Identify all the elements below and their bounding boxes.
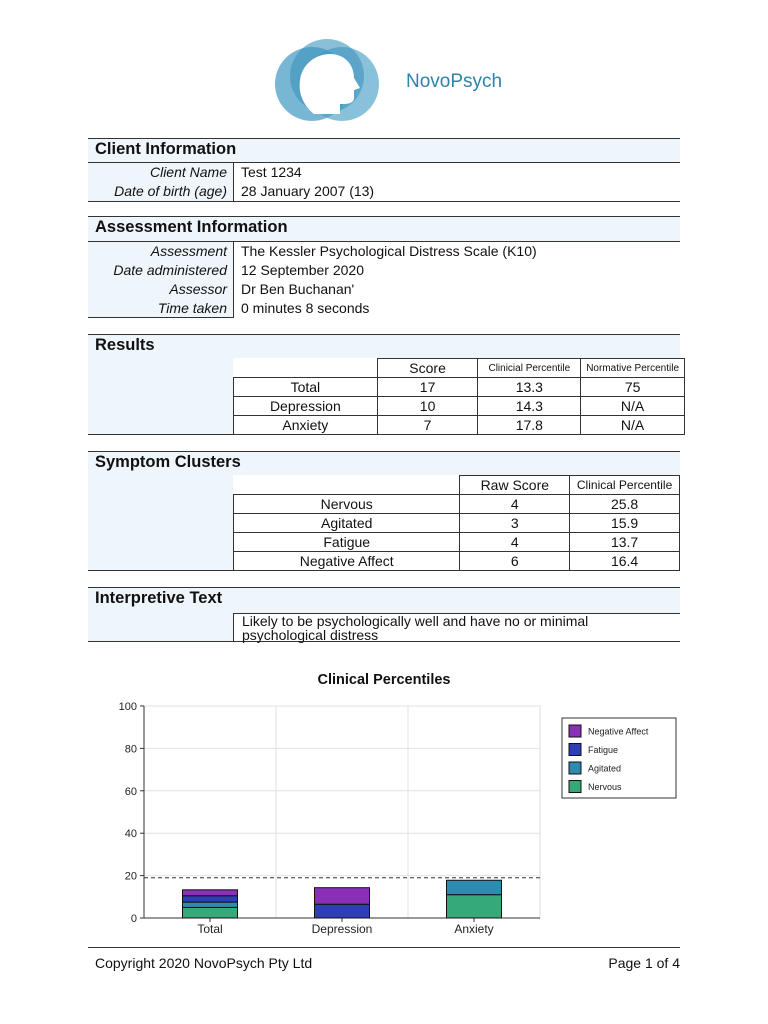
bar-segment [183,896,238,902]
clinical-cell: 25.8 [570,495,680,514]
bar-segment [183,907,238,918]
clinical-cell: 15.9 [570,514,680,533]
column-header: Clinicial Percentile [478,359,581,378]
interpretive-text [233,613,680,641]
row-name: Negative Affect [234,552,460,571]
clinical-cell: 16.4 [570,552,680,571]
x-tick-label: Anxiety [454,922,494,936]
kv-row [88,163,680,182]
table-row [234,514,680,533]
x-tick-label: Depression [311,922,373,936]
page-number: Page 1 of 4 [608,955,680,971]
kv-row [88,261,680,280]
raw-score-cell: 3 [460,514,570,533]
section-title: Results [95,336,155,354]
kv-row [88,280,680,299]
legend-label: Nervous [588,782,622,792]
legend-label: Agitated [588,763,622,774]
bar-segment [447,880,502,894]
date-administered-label: Date administered [113,262,227,278]
y-tick-label: 40 [124,828,137,841]
score-cell: 10 [377,397,478,416]
interpretive-line: psychological distress [242,627,379,643]
row-name: Fatigue [234,533,460,552]
symptom-clusters-table [233,475,680,571]
clinical-percentiles-chart [0,690,768,940]
table-row [234,495,680,514]
row-name: Nervous [234,495,460,514]
kv-row [88,242,680,261]
bar-segment [447,895,502,918]
table-header-row [234,359,685,378]
legend-swatch [569,762,581,774]
y-tick-label: 100 [118,701,137,713]
assessment-value: The Kessler Psychological Distress Scale (K10) [233,242,680,261]
dob-label: Date of birth (age) [114,183,227,199]
score-cell: 7 [377,416,478,435]
bar-segment [315,888,370,905]
normative-cell: 75 [581,378,685,397]
legend-swatch [569,781,581,793]
raw-score-cell: 4 [460,533,570,552]
footer-divider [88,947,680,948]
bar-segment [183,902,238,907]
row-name: Anxiety [234,416,378,435]
assessment-information-section [88,216,680,318]
legend-swatch [569,744,581,756]
copyright-text: Copyright 2020 NovoPsych Pty Ltd [95,955,313,971]
clinical-cell: 13.3 [478,378,581,397]
table-row [234,552,680,571]
legend-swatch [569,725,581,737]
dob-value: 28 January 2007 (13) [233,182,680,201]
results-table [233,358,685,435]
client-name-label: Client Name [149,164,227,180]
head-profile-icon [274,36,380,128]
row-name: Agitated [234,514,460,533]
raw-score-cell: 6 [460,552,570,571]
y-tick-label: 80 [124,743,137,756]
client-name-value: Test 1234 [233,163,680,182]
column-header: Clinical Percentile [570,476,680,495]
section-title: Client Information [95,140,237,158]
assessment-label: Assessment [150,243,227,259]
time-taken-value: 0 minutes 8 seconds [233,299,680,318]
raw-score-cell: 4 [460,495,570,514]
column-header: Score [377,359,478,378]
normative-cell: N/A [581,416,685,435]
clinical-cell: 17.8 [478,416,581,435]
row-name: Total [234,378,378,397]
bar-segment [183,890,238,896]
x-tick-label: Total [197,922,223,936]
interpretive-text-section [88,587,680,642]
y-tick-label: 60 [124,785,137,798]
legend-label: Fatigue [588,745,619,755]
table-row [234,378,685,397]
assessor-label: Assessor [169,281,227,297]
client-information-section [88,138,680,202]
y-tick-label: 20 [124,870,137,883]
interpretive-line: Likely to be psychologically well and have no or minimal [242,613,589,629]
bar-segment [315,904,370,918]
clinical-cell: 14.3 [478,397,581,416]
kv-row [88,299,680,318]
chart-title: Clinical Percentiles [317,672,451,688]
table-row [234,533,680,552]
normative-cell: N/A [581,397,685,416]
section-title: Symptom Clusters [95,453,241,471]
kv-row [88,182,680,201]
column-header: Normative Percentile [581,359,685,378]
y-tick-label: 0 [130,913,137,925]
table-header-row [234,476,680,495]
section-title: Interpretive Text [95,589,223,607]
brand-name: NovoPsych [406,71,503,92]
section-title: Assessment Information [95,218,288,236]
table-row [234,397,685,416]
assessor-value: Dr Ben Buchanan' [233,280,680,299]
table-row [234,416,685,435]
legend-label: Negative Affect [588,726,649,737]
time-taken-label: Time taken [157,300,227,316]
column-header: Raw Score [460,476,570,495]
clinical-cell: 13.7 [570,533,680,552]
row-name: Depression [234,397,378,416]
date-administered-value: 12 September 2020 [233,261,680,280]
score-cell: 17 [377,378,478,397]
